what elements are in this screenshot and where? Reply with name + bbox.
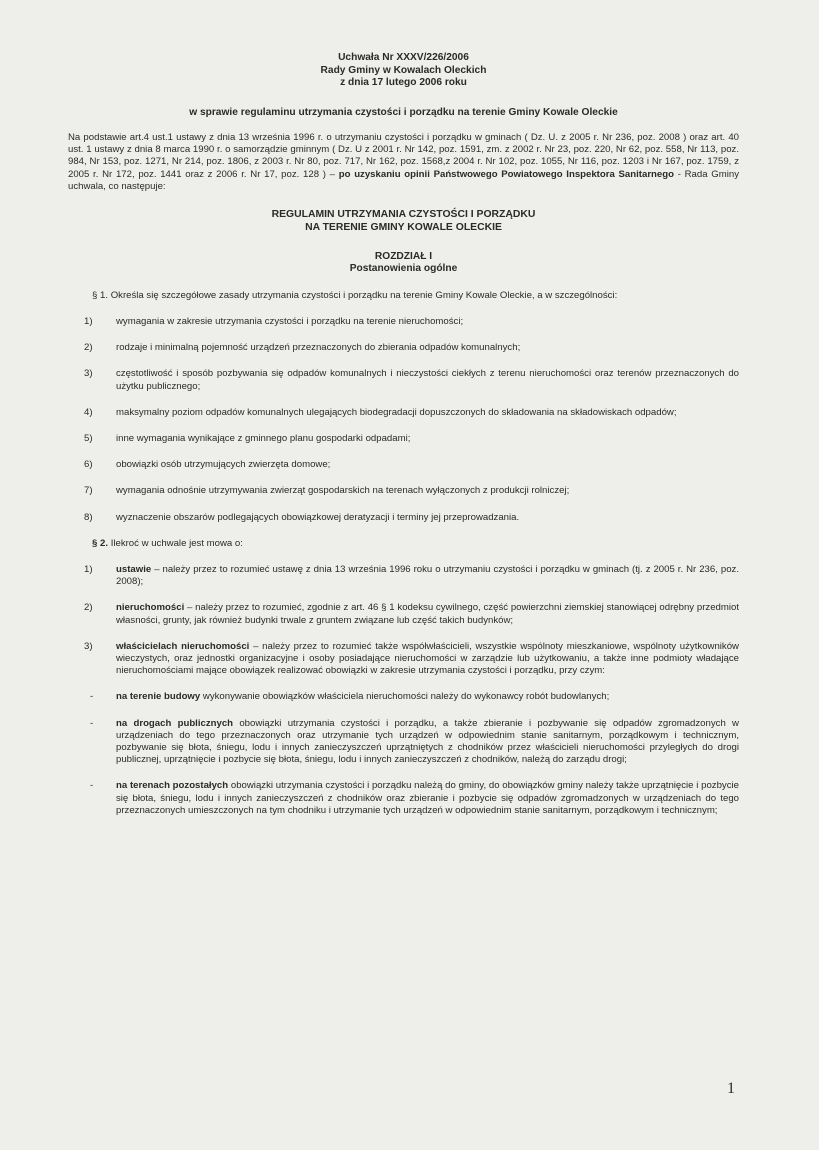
- page-number: 1: [727, 1080, 735, 1097]
- chapter-heading: [68, 251, 739, 276]
- list-item: - na terenach pozostałych obowiązki utrzymania czystości i porządku należą do gminy, do obowiązków gminy należy także uprzątnięcie i pozbycie się błota, śniegu, lodu i innych zanieczyszczeń z chodników oraz zbieranie i pozbycie się odpadów zgromadzonych w urządzeniach do tego przeznaczonych umieszczonych na tym chodniku i utrzymanie tych urządzeń w odpowiednim stanie sanitarnym, porządkowym i technicznym;: [90, 780, 739, 816]
- resolution-number: Uchwała Nr XXXV/226/2006: [338, 52, 469, 63]
- legal-basis-tail: - Rada Gminy uchwala, co następuje:: [68, 168, 740, 192]
- list-item: 8) wyznaczenie obszarów podlegających obowiązkowej deratyzacji i terminy jej przeprowadzania.: [84, 511, 520, 523]
- list-item: 7) wymagania odnośnie utrzymywania zwierząt gospodarskich na terenach wyłączonych z produkcji rolniczej;: [84, 485, 570, 497]
- legal-basis-opinion: po uzyskaniu opinii Państwowego Powiatowego Inspektora Sanitarnego: [338, 168, 674, 180]
- section-1-text: Określa się szczegółowe zasady utrzymania czystości i porządku na terenie Gminy Kowale Oleckie, a w szczególności:: [110, 289, 618, 301]
- section-2-text: Ilekroć w uchwale jest mowa o:: [110, 537, 243, 549]
- section-1: [68, 290, 739, 302]
- list-item: - na drogach publicznych obowiązki utrzymania czystości i porządku, a także zbieranie i pozbywanie się odpadów zgromadzonych w urządzeniach do tego przeznaczonych oraz utrzymanie tych urządzeń w odpowiednim stanie sanitarnym, porządkowym i technicznym, pozbywanie się błota, śniegu, lodu i innych zanieczyszczeń uprzątniętych z chodników przez właścicieli nieruchomości przyległych do drogi publicznej, uprzątnięcie i pozbycie się błota, śniegu, lodu i innych zanieczyszczeń z chodników, należą do zarządu drogi;: [90, 717, 739, 766]
- list-item: 2) rodzaje i minimalną pojemność urządzeń przeznaczonych do zbierania odpadów komunalnych;: [84, 342, 521, 354]
- legal-basis-paragraph: [68, 132, 739, 193]
- resolution-subject: w sprawie regulaminu utrzymania czystości i porządku na terenie Gminy Kowale Oleckie: [189, 106, 618, 118]
- list-item: 5) inne wymagania wynikające z gminnego planu gospodarki odpadami;: [84, 433, 411, 444]
- section-2: [68, 538, 739, 550]
- legal-basis-text: Na podstawie art.4 ust.1 ustawy z dnia 13 września 1996 r. o utrzymaniu czystości i porządku w gminach ( Dz. U. z 2005 r. Nr 236, poz. 2008 ) oraz art. 40 ust. 1 ustawy z dnia 8 marca 1990 r. o samorządzie gminnym ( Dz. U z 2001 r. Nr 142, poz. 1591, zm. z 2002 r. Nr 23, poz. 220, Nr 62, poz. 558, Nr 113, poz. 984, Nr 153, poz. 1271, Nr 214, poz. 1806, z 2003 r. Nr 80, poz. 717, Nr 162, poz. 1568,z 2004 r. Nr 102, poz. 1055, Nr 116, poz. 1203 i Nr 167, poz. 1759, z 2005 r. Nr 172, poz. 1441 oraz z 2006 r. Nr 17, poz. 128 ) –: [68, 131, 739, 180]
- regulation-title-line2: NA TERENIE GMINY KOWALE OLECKIE: [305, 221, 502, 233]
- section-1-label: § 1.: [92, 289, 109, 301]
- definition-term: właścicielach nieruchomości: [116, 640, 250, 652]
- regulation-title-line1: REGULAMIN UTRZYMANIA CZYSTOŚCI I PORZĄDKU: [271, 209, 536, 220]
- section-1-list: [68, 316, 739, 524]
- dash-term: na terenach pozostałych: [116, 780, 229, 792]
- list-item: 3) częstotliwość i sposób pozbywania się odpadów komunalnych i nieczystości ciekłych z terenu nieruchomości oraz terenów przeznaczonych do użytku publicznego;: [84, 368, 739, 392]
- list-item: 1) ustawie – należy przez to rozumieć ustawę z dnia 13 września 1996 roku o utrzymaniu czystości i porządku w gminach (tj. z 2005 r. Nr 236, poz. 2008);: [84, 564, 739, 588]
- list-item: 1) wymagania w zakresie utrzymania czystości i porządku na terenie nieruchomości;: [84, 315, 464, 327]
- definition-term: nieruchomości: [116, 602, 185, 614]
- dash-term: na drogach publicznych: [116, 717, 234, 729]
- dash-term: na terenie budowy: [116, 691, 201, 703]
- resolution-header: [68, 52, 739, 90]
- list-item: 2) nieruchomości – należy przez to rozumieć, zgodnie z art. 46 § 1 kodeksu cywilnego, część powierzchni ziemskiej stanowiącej odrębny przedmiot własności, grunty, jak również budynki trwale z gruntem związane lub część takich budynków;: [84, 602, 739, 626]
- section-2-dash-list: [68, 691, 739, 817]
- list-item: 6) obowiązki osób utrzymujących zwierzęta domowe;: [84, 459, 331, 471]
- resolution-date: z dnia 17 lutego 2006 roku: [340, 77, 467, 89]
- list-item: 3) właścicielach nieruchomości – należy przez to rozumieć także współwłaścicieli, wszystkie wspólnoty mieszkaniowe, wspólnoty użytkowników wieczystych, oraz jednostki organizacyjne i osoby posiadające nieruchomości w zarządzie lub użytkowaniu, a także inne podmioty władające nieruchomościami mające obowiązek realizować obowiązki w zakresie utrzymania czystości i porządku, przy czym:: [84, 640, 739, 677]
- chapter-number: ROZDZIAŁ I: [374, 250, 433, 262]
- definition-term: ustawie: [116, 564, 152, 576]
- section-2-list: [68, 564, 739, 677]
- regulation-title: [68, 209, 739, 235]
- section-2-label: § 2.: [92, 537, 109, 549]
- list-item: 4) maksymalny poziom odpadów komunalnych ulegających biodegradacji dopuszczonych do składowania na składowiskach odpadów;: [84, 406, 677, 418]
- council-name: Rady Gminy w Kowalach Oleckich: [320, 64, 487, 76]
- list-item: - na terenie budowy wykonywanie obowiązków właściciela nieruchomości należy do wykonawcy robót budowlanych;: [90, 691, 610, 703]
- chapter-name: Postanowienia ogólne: [349, 263, 458, 275]
